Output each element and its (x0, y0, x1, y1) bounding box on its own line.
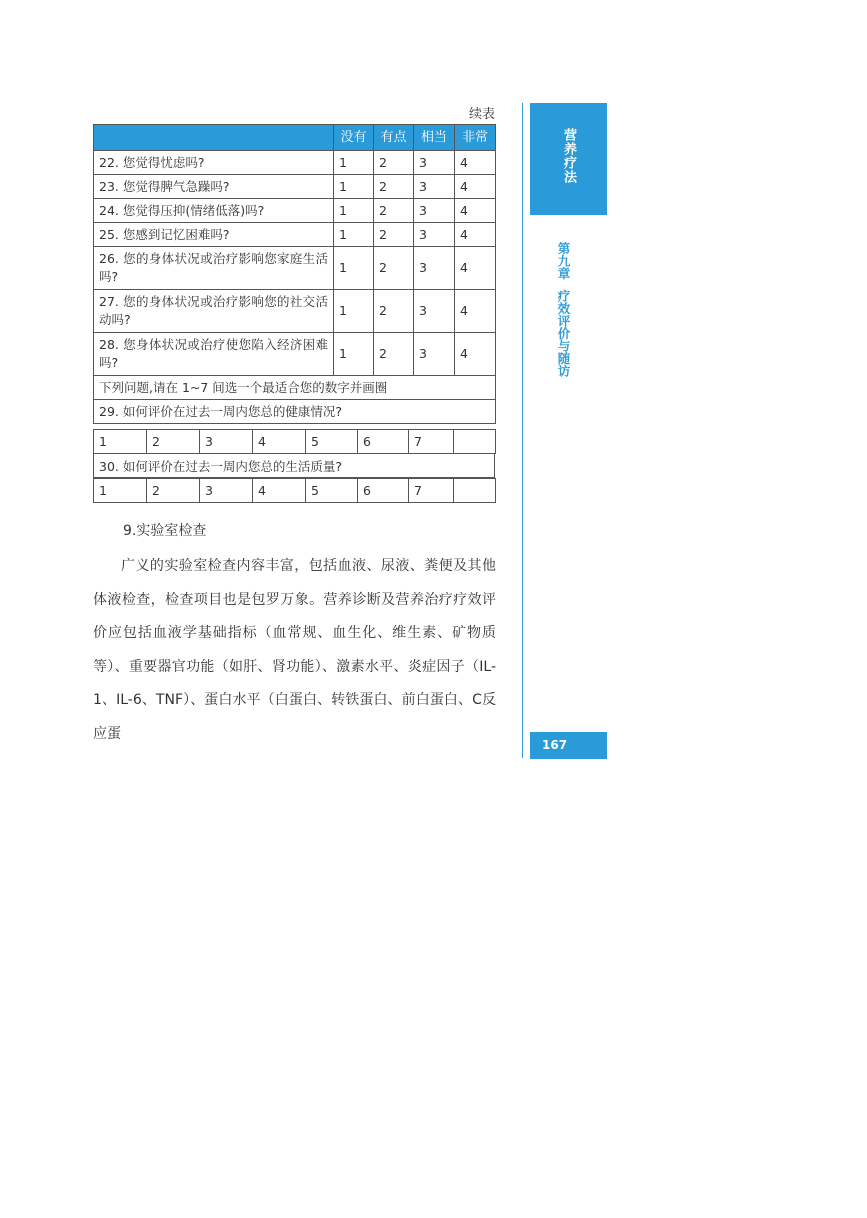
score-cell: 3 (414, 175, 455, 199)
scale-cell: 2 (147, 430, 200, 454)
question-30-table (93, 453, 495, 478)
question-text: 22. 您觉得忧虑吗? (94, 151, 334, 175)
scale-row-30 (93, 478, 496, 503)
score-cell: 4 (455, 290, 496, 333)
body-paragraph: 广义的实验室检查内容丰富，包括血液、尿液、粪便及其他体液检查，检查项目也是包罗万象。营养诊断及营养治疗疗效评价应包括血液学基础指标（血常规、血生化、维生素、矿物质等）、重要器官功能（如肝、肾功能）、激素水平、炎症因子（IL-1、IL-6、TNF）、蛋白水平（白蛋白、转铁蛋白、前白蛋白、C反应蛋 (93, 558, 496, 742)
header-very: 非常 (455, 125, 496, 151)
score-cell: 1 (334, 333, 374, 376)
question-text: 25. 您感到记忆困难吗? (94, 223, 334, 247)
chapter-number: 第九章 (556, 242, 571, 280)
score-cell: 4 (455, 175, 496, 199)
questionnaire-table (93, 124, 496, 424)
score-cell: 2 (374, 199, 414, 223)
continued-label: 续表 (468, 107, 495, 122)
score-cell: 4 (455, 223, 496, 247)
score-cell: 3 (414, 223, 455, 247)
header-none: 没有 (334, 125, 374, 151)
score-cell: 2 (374, 223, 414, 247)
question-text-content: 28. 您身体状况或治疗使您陷入经济困难吗? (99, 337, 328, 370)
margin-divider (522, 103, 523, 758)
scale-cell: 7 (409, 430, 454, 454)
section-tab-label-1: 营养 (561, 128, 576, 156)
score-cell: 1 (334, 175, 374, 199)
table-row (94, 333, 496, 376)
table-row (94, 199, 496, 223)
section-tab-label-2: 疗法 (561, 156, 576, 184)
question-text (94, 247, 334, 290)
table-row (94, 290, 496, 333)
scale-cell: 1 (94, 479, 147, 503)
scale-cell: 1 (94, 430, 147, 454)
table-row (94, 151, 496, 175)
score-cell: 2 (374, 175, 414, 199)
question-29-text: 29. 如何评价在过去一周内您总的健康情况? (94, 400, 496, 424)
scale-row-29 (93, 429, 496, 454)
question-text (94, 333, 334, 376)
score-cell: 2 (374, 247, 414, 290)
header-a-little: 有点 (374, 125, 414, 151)
score-cell: 3 (414, 151, 455, 175)
scale-cell (454, 430, 496, 454)
section-tab (530, 103, 607, 215)
scale-cell: 6 (358, 479, 409, 503)
page-number: 167 (530, 732, 607, 759)
scale-cell: 2 (147, 479, 200, 503)
score-cell: 4 (455, 333, 496, 376)
scale-cell: 6 (358, 430, 409, 454)
table-row (94, 223, 496, 247)
question-30-row (94, 454, 495, 478)
table-row (94, 247, 496, 290)
chapter-title: 疗效评价与随访 (556, 289, 571, 377)
chapter-label (556, 242, 570, 377)
score-cell: 1 (334, 223, 374, 247)
scale-cell (454, 479, 496, 503)
instruction-row (94, 376, 496, 400)
scale-cell: 4 (253, 430, 306, 454)
scale-cell: 5 (306, 430, 358, 454)
score-cell: 1 (334, 290, 374, 333)
scale-cell: 7 (409, 479, 454, 503)
question-29-row (94, 400, 496, 424)
score-cell: 1 (334, 247, 374, 290)
scale-cell: 5 (306, 479, 358, 503)
question-text (94, 290, 334, 333)
table-row (94, 175, 496, 199)
score-cell: 4 (455, 247, 496, 290)
score-cell: 3 (414, 333, 455, 376)
table-header-row (94, 125, 496, 151)
scale-cell: 4 (253, 479, 306, 503)
score-cell: 3 (414, 199, 455, 223)
scale-cell: 3 (200, 479, 253, 503)
score-cell: 4 (455, 151, 496, 175)
section-heading: 9.实验室检查 (123, 523, 207, 539)
question-text: 23. 您觉得脾气急躁吗? (94, 175, 334, 199)
question-text: 24. 您觉得压抑(情绪低落)吗? (94, 199, 334, 223)
scale-cell: 3 (200, 430, 253, 454)
header-blank (94, 125, 334, 151)
scale-row (94, 479, 496, 503)
score-cell: 3 (414, 290, 455, 333)
score-cell: 4 (455, 199, 496, 223)
header-quite: 相当 (414, 125, 455, 151)
score-cell: 2 (374, 290, 414, 333)
score-cell: 2 (374, 333, 414, 376)
score-cell: 3 (414, 247, 455, 290)
question-30-text: 30. 如何评价在过去一周内您总的生活质量? (94, 454, 495, 478)
scale-row (94, 430, 496, 454)
score-cell: 2 (374, 151, 414, 175)
question-text-content: 27. 您的身体状况或治疗影响您的社交活动吗? (99, 294, 328, 327)
score-cell: 1 (334, 199, 374, 223)
score-cell: 1 (334, 151, 374, 175)
instruction-text: 下列问题,请在 1~7 间选一个最适合您的数字并画圈 (94, 376, 496, 400)
question-text-content: 26. 您的身体状况或治疗影响您家庭生活吗? (99, 251, 328, 284)
